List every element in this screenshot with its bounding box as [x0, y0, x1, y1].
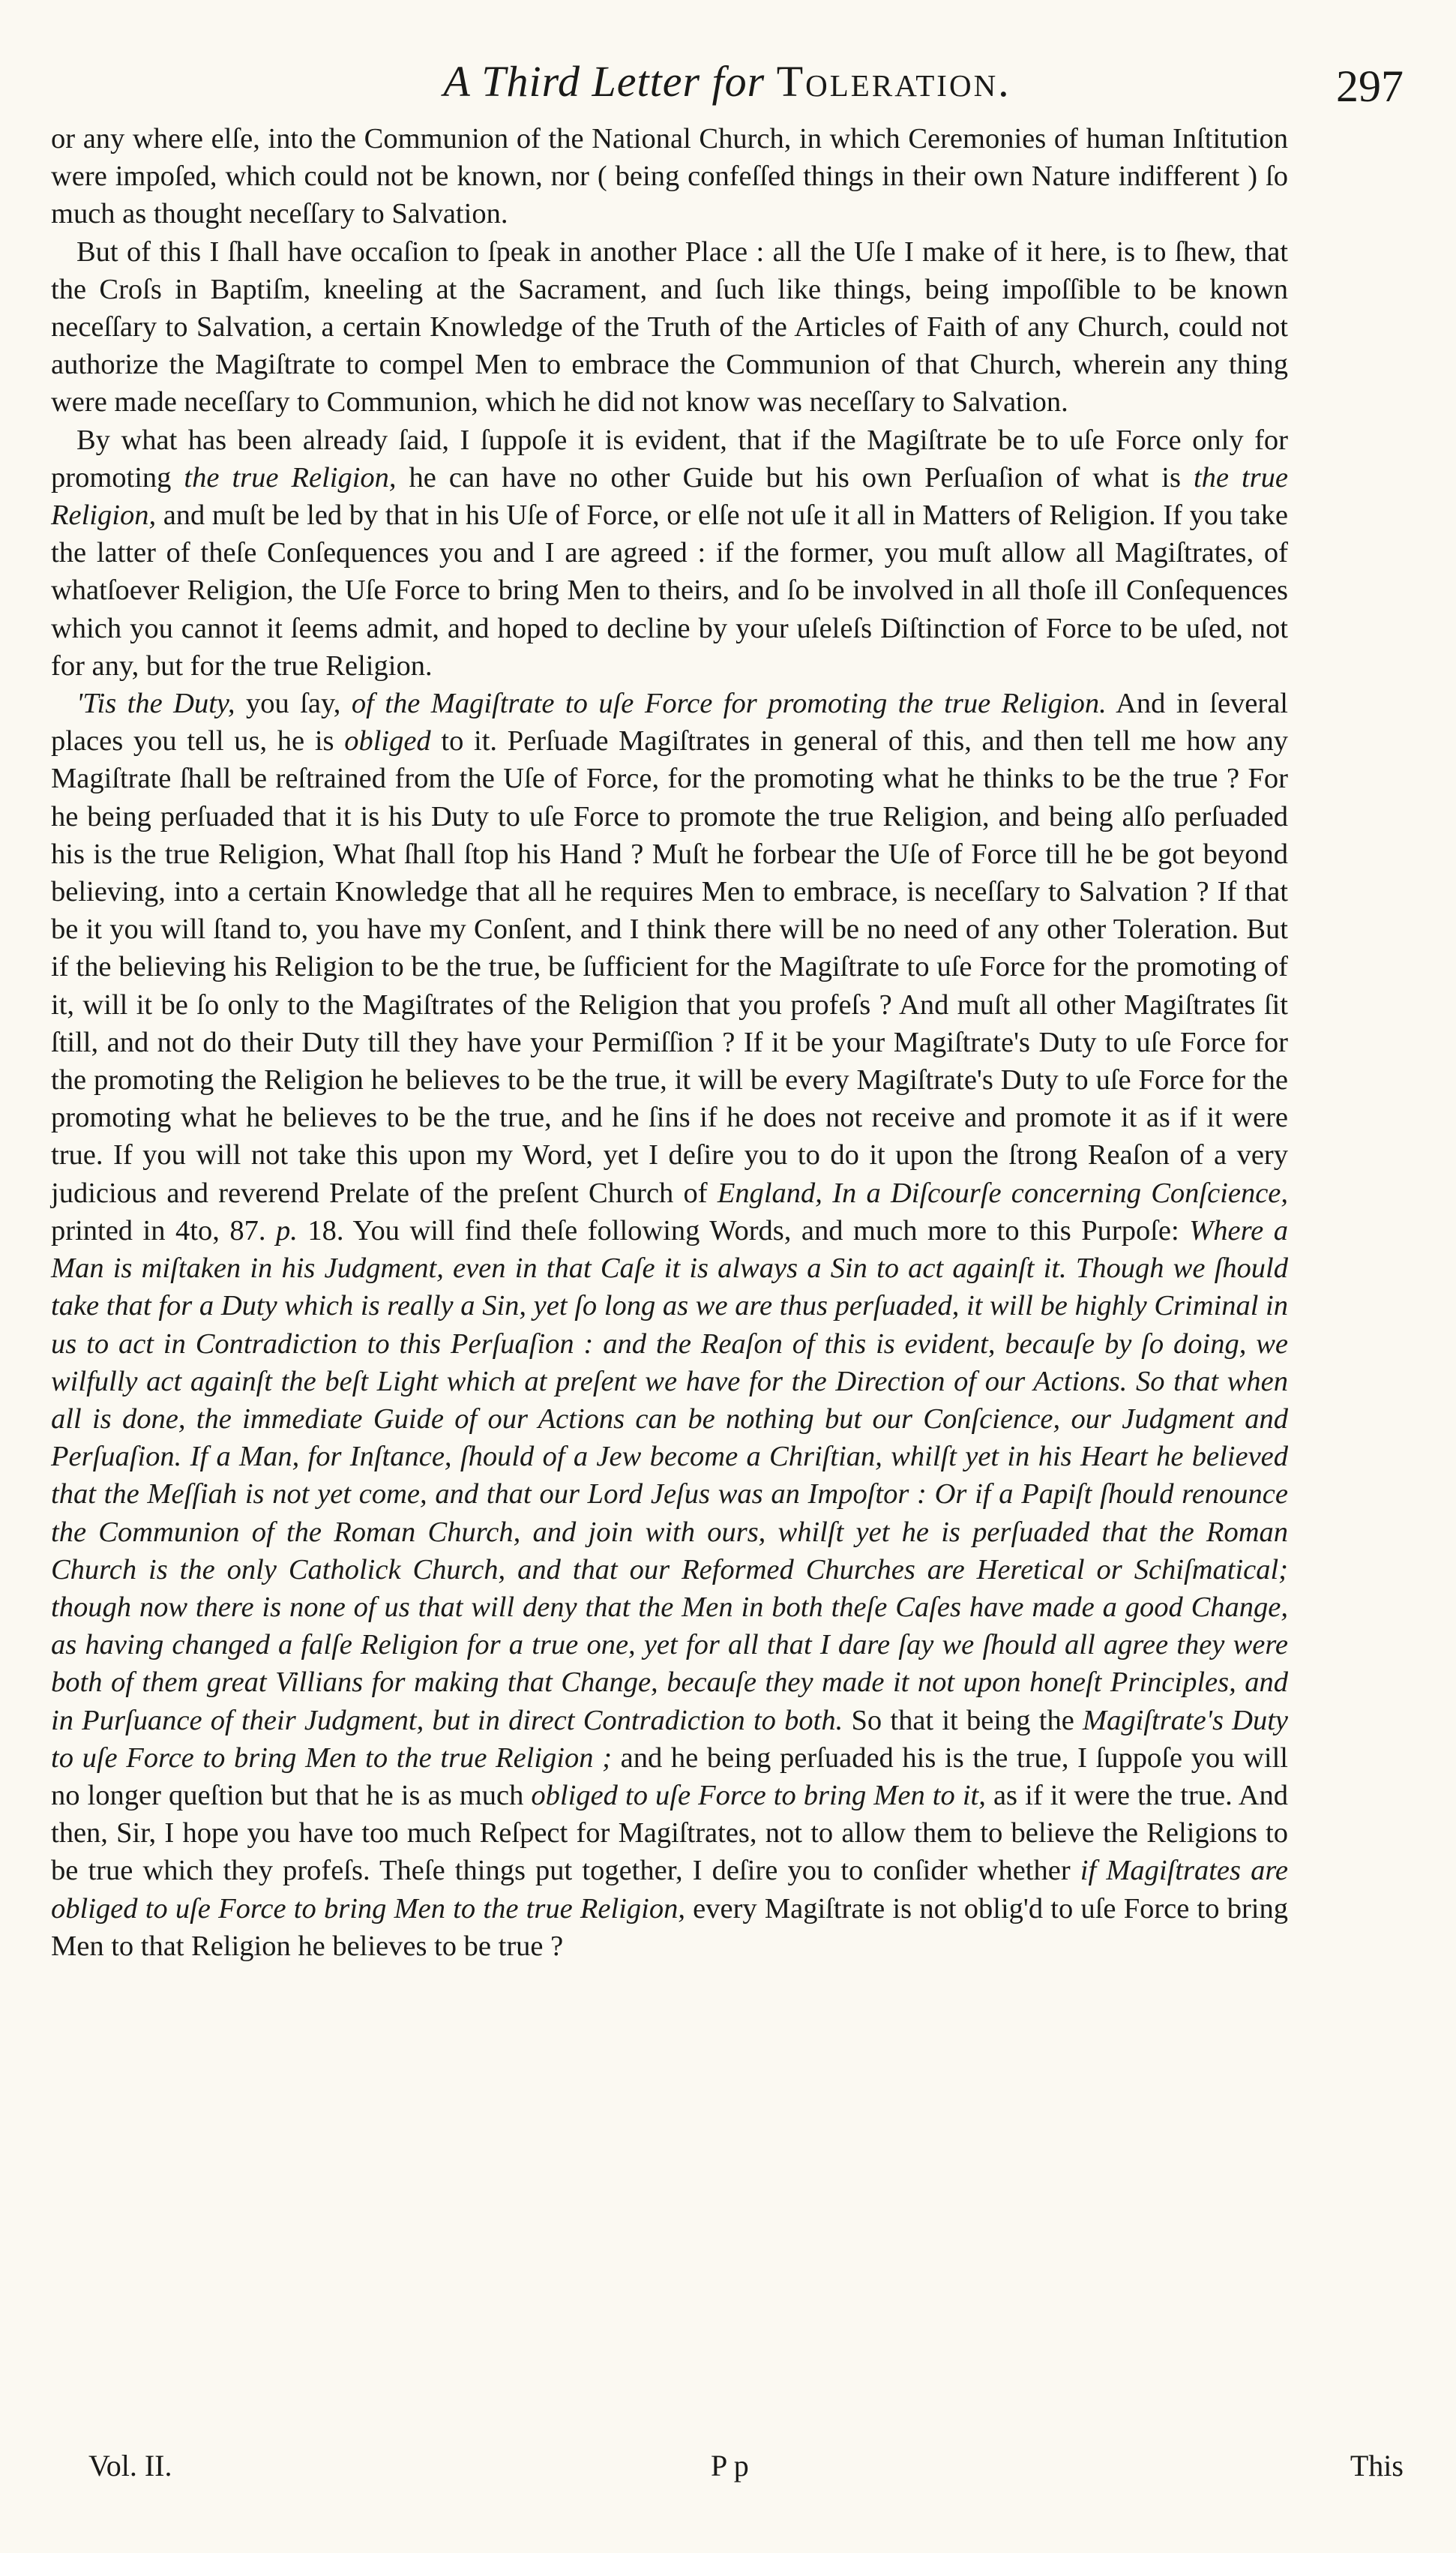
italic-text: Magiſtrate's Duty to uſe Force to bring Men to the true Religion ; — [51, 1704, 1289, 1774]
italic-text: Where a Man is miſtaken in his Judgment, even in that Caſe it is always a Sin to act againſt it. Though we ſhould take that for a Duty which is really a Sin, yet ſo long as we are thus perſuaded, it will be highly Criminal in us to act in Contradiction to this Perſuaſion : and the Reaſon of this is evident, becauſe by ſo doing, we wilfully act againſt the beſt Light which at preſent we have for the Direction of our Actions. So that when all is done, the immediate Guide of our Actions can be nothing but our Conſcience, our Judgment and Perſuaſion. If a Man, for Inſtance, ſhould of a Jew become a Chriſtian, whilſt yet in his Heart he believed that the Meſſiah is not yet come, and that our Lord Jeſus was an Impoſtor : Or if a Papiſt ſhould renounce the Communion of the Roman Church, and join with ours, whilſt yet he is perſuaded that the Roman Church is the only Catholick Church, and that our Reformed Churches are Heretical or Schiſmatical; though now there is none of us that will deny that the Men in both theſe Caſes have made a good Change, as having changed a falſe Religion for a true one, yet for all that I dare ſay we ſhould all agree they were both of them great Villians for making that Change, becauſe they made it not upon honeſt Principles, and in Purſuance of their Judgment, but in direct Contradiction to both. — [51, 1214, 1288, 1736]
text-run: or any where elſe, into the Communion of the National Church, in which Ceremonies of human Inſtitution were impoſed, which could not be known, nor ( being confeſſed things in their own Nature indifferent ) ſo much as thought neceſſary to Salvation. — [51, 123, 1288, 230]
catchword: This — [1350, 2449, 1404, 2482]
paragraph — [51, 233, 1288, 422]
italic-text: the true Religion, — [184, 461, 397, 494]
text-run: By what has been already ſaid, I ſuppoſe it is evident, that if the Magiſtrate be to uſe Force only for promoting — [51, 424, 1288, 494]
running-title-italic: A Third Letter for — [443, 57, 765, 106]
italic-text: England, — [717, 1177, 822, 1209]
italic-text: the true Religion, — [51, 461, 1288, 532]
text-run: and muſt be led by that in his Uſe of Force, or elſe not uſe it all in Matters of Religion. If you take the latter of theſe Conſequences you and I are agreed : if the former, you muſt allow all Magiſtrates, of whatſoever Religion, the Uſe Force to bring Men to theirs, and ſo be involved in all thoſe ill Conſequences which you cannot it ſeems admit, and hoped to decline by your uſeleſs Diſtinction of Force to be uſed, not for any, but for the true Religion. — [51, 500, 1288, 682]
text-run: And in ſeveral places you tell us, he is — [51, 688, 1288, 758]
running-title — [51, 56, 1404, 108]
text-run: So that it being the — [843, 1704, 1083, 1736]
paragraph — [51, 422, 1288, 685]
italic-text: if Magiſtrates are obliged to uſe Force to bring Men to the true Religion, — [51, 1855, 1288, 1924]
page-footer — [88, 2445, 1404, 2490]
text-run: he can have no other Guide but his own Perſuaſion of what is — [396, 461, 1194, 494]
volume-label: Vol. II. — [88, 2449, 172, 2482]
text-run: and he being perſuaded his is the true, I ſuppoſe you will no longer queſtion but that he is as much — [51, 1742, 1289, 1811]
text-run: to it. Perſuade Magiſtrates in general of this, and then tell me how any Magiſtrate ſhall be reſtrained from the Uſe of Force, for the promoting what he thinks to be the true ? For he being perſuaded that it is his Duty to uſe Force to promote the true Religion, and being alſo perſuaded his is the true Religion, What ſhall ſtop his Hand ? Muſt he forbear the Uſe of Force till he be got beyond believing, into a certain Knowledge that all he requires Men to embrace, is neceſſary to Salvation ? If that be it you will ſtand to, you have my Conſent, and I think there will be no need of any other Toleration. But if the believing his Religion to be the true, be ſufficient for the Magiſtrate to uſe Force for the promoting of it, will it be ſo only to the Magiſtrates of the Religion that you profeſs ? And muſt all other Magiſtrates ſit ſtill, and not do their Duty till they have your Permiſſion ? If it be your Magiſtrate's Duty to uſe Force for the promoting the Religion he believes to be the true, it will be every Magiſtrate's Duty to uſe Force for the promoting what he believes to be the true, and he ſins if he does not receive and promote it as if it were true. If you will not take this upon my Word, yet I deſire you to do it upon the ſtrong Reaſon of a very judicious and reverend Prelate of the preſent Church of — [51, 725, 1288, 1209]
italic-text: obliged to uſe Force to bring Men to it, — [531, 1779, 986, 1811]
signature-mark: P p — [711, 2449, 749, 2482]
running-title-caps: Toleration. — [776, 57, 1011, 106]
text-run: printed in 4to, 87. — [51, 1214, 276, 1246]
page-header — [51, 46, 1404, 114]
italic-text: of the Magiſtrate to uſe Force for promoting the true Religion. — [351, 688, 1107, 720]
text-run: as if it were the true. And then, Sir, I hope you have too much Reſpect for Magiſtrates, not to allow them to believe the Religions to be true which they profeſs. Theſe things put together, I deſire you to conſider whether — [51, 1779, 1288, 1887]
page-number: 297 — [1336, 62, 1404, 111]
italic-text: In a Diſcourſe concerning Conſcience, — [832, 1177, 1289, 1209]
italic-text: obliged — [344, 725, 431, 758]
italic-text: 'Tis the Duty, — [76, 688, 235, 720]
italic-text: p. — [275, 1214, 298, 1246]
paragraph — [51, 120, 1288, 233]
text-run — [822, 1178, 832, 1209]
text-run: But of this I ſhall have occaſion to ſpeak in another Place : all the Uſe I make of it here, is to ſhew, that the Croſs in Baptiſm, kneeling at the Sacrament, and ſuch like things, being impoſſible to be known neceſſary to Salvation, a certain Knowledge of the Truth of the Articles of Faith of any Church, could not authorize the Magiſtrate to compel Men to embrace the Communion of that Church, wherein any thing were made neceſſary to Communion, which he did not know was neceſſary to Salvation. — [51, 236, 1288, 418]
paragraph — [51, 685, 1288, 1965]
text-run: every Magiſtrate is not oblig'd to uſe Force to bring Men to that Religion he believes to be true ? — [51, 1892, 1288, 1962]
body-text — [51, 120, 1288, 1965]
text-run: 18. You will find theſe following Words, and much more to this Purpoſe: — [297, 1214, 1190, 1246]
text-run: you ſay, — [235, 688, 352, 720]
